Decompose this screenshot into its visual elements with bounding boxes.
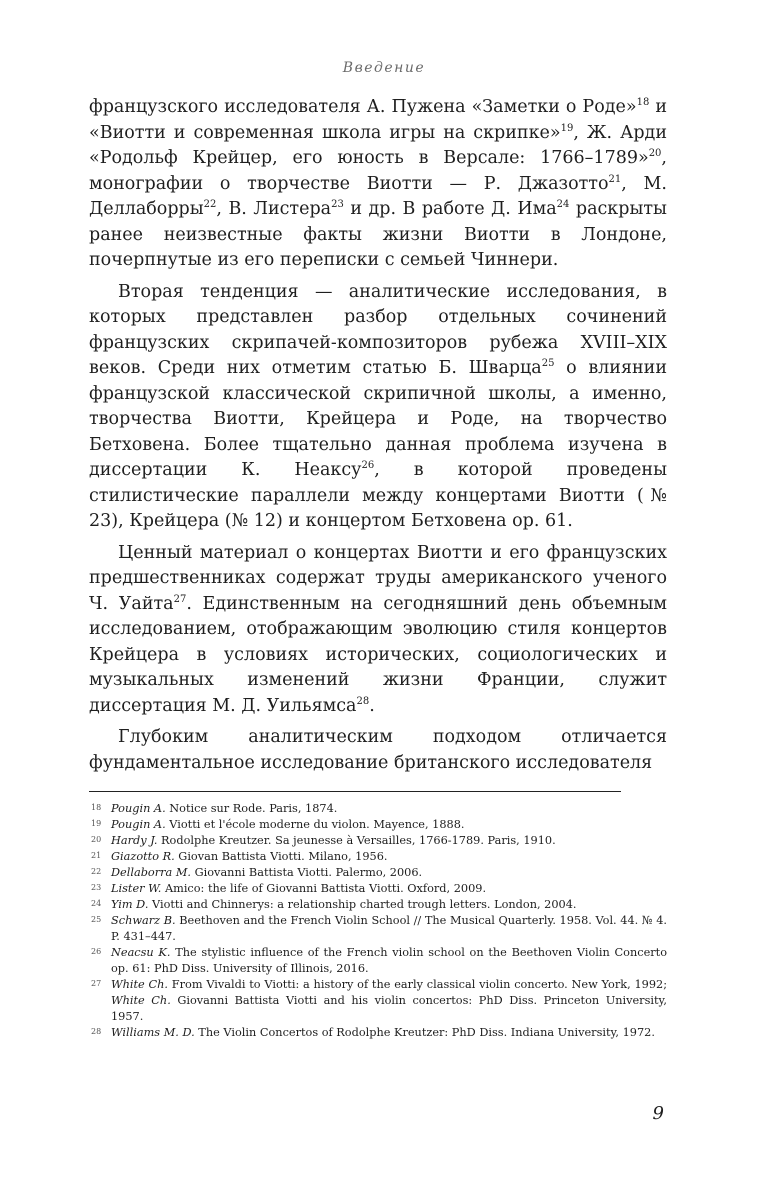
paragraph-2: Вторая тенденция — аналитические исследования, в которых представлен разбор отдельных сочинений французских скрипачей-композиторов рубежа XVIII–XIX веков. Среди них отметим статью Б. Шварца$^{25}$ о влиянии французской классической скрипичной школы, а именно, творчества Виотти, Крейцера и Роде, на творчество Бетховена. Более тщательно данная проблема изучена в диссертации К. Неаксу$^{26}$, в которой проведены стилистические параллели между концертами Виотти (№ 23), Крейцера (№ 12) и концертом Бетховена ор. 61. xyxy=(89,281,667,531)
footnote: 21 Giazotto R. Giovan Battista Viotti. Milano, 1956. xyxy=(91,850,388,863)
footnote-ref: 18 xyxy=(636,97,650,109)
body-text xyxy=(89,95,667,776)
page-number: 9 xyxy=(652,1103,664,1124)
footnote: 18 Pougin A. Notice sur Rode. Paris, 1874. xyxy=(91,802,338,815)
footnote-ref: 22 xyxy=(203,199,217,211)
footnote: 23 Lister W. Amico: the life of Giovanni Battista Viotti. Oxford, 2009. xyxy=(91,882,487,895)
footnotes xyxy=(89,801,667,1041)
footnote-ref: 28 xyxy=(356,695,370,707)
paragraph-3: Ценный материал о концертах Виотти и его французских предшественниках содержат труды американского ученого Ч. Уайта$^{27}$. Единственным на сегодняшний день объемным исследованием, отображающим эволюцию стиля концертов Крейцера в условиях исторических, социологических и музыкальных изменений жизни Франции, служит диссертация М. Д. Уильямса$^{28}$. xyxy=(89,542,668,716)
footnote: 20 Hardy J. Rodolphe Kreutzer. Sa jeunesse à Versailles, 1766-1789. Paris, 1910. xyxy=(91,834,556,847)
footnote-ref: 19 xyxy=(560,122,574,134)
footnote-ref: 26 xyxy=(361,460,375,472)
footnote: 24 Yim D. Viotti and Chinnerys: a relationship charted trough letters. London, 2004. xyxy=(91,898,577,911)
footnote: 27 White Ch. From Vivaldi to Viotti: a history of the early classical violin concerto. New York, 1992; White Ch. Giovanni Battista Viotti and his violin concertos: PhD Diss. Princeton University, 1957. xyxy=(91,978,668,1023)
footnote: 19 Pougin A. Viotti et l'école moderne du violon. Mayence, 1888. xyxy=(91,818,465,831)
paragraph-1: французского исследователя А. Пужена «Заметки о Роде»$^{18}$ и «Виотти и современная школа игры на скрипке»$^{19}$, Ж. Арди «Родольф Крейцер, его юность в Версале: 1766–1789»$^{20}$, монографии о творчестве Виотти — Р. Джазотто$^{21}$, М. Деллаборры$^{22}$, В. Листера$^{23}$ и др. В работе Д. Има$^{24}$ раскрыты ранее неизвестные факты жизни Виотти в Лондоне, почерпнутые из его переписки с семьей Чиннери. xyxy=(89,97,667,270)
paragraph-4: Глубоким аналитическим подходом отличается фундаментальное исследование британского исследователя xyxy=(89,727,667,773)
footnote-rule xyxy=(89,791,621,792)
footnote-ref: 27 xyxy=(173,593,187,605)
footnote-ref: 25 xyxy=(541,358,555,370)
footnote: 26 Neacsu K. The stylistic influence of the French violin school on the Beethoven Violin Concerto op. 61: PhD Diss. University of Illinois, 2016. xyxy=(91,946,667,975)
running-header: Введение xyxy=(342,60,426,76)
footnote-ref: 20 xyxy=(648,148,662,160)
footnote-ref: 24 xyxy=(556,199,570,211)
footnote: 22 Dellaborra M. Giovanni Battista Viotti. Palermo, 2006. xyxy=(91,866,423,879)
footnote: 28 Williams M. D. The Violin Concertos of Rodolphe Kreutzer: PhD Diss. Indiana University, 1972. xyxy=(91,1026,655,1039)
footnote-ref: 21 xyxy=(608,173,622,185)
footnote: 25 Schwarz B. Beethoven and the French Violin School // The Musical Quarterly. 1958. Vol. 44. № 4. P. 431–447. xyxy=(91,914,667,943)
footnote-ref: 23 xyxy=(331,199,344,211)
